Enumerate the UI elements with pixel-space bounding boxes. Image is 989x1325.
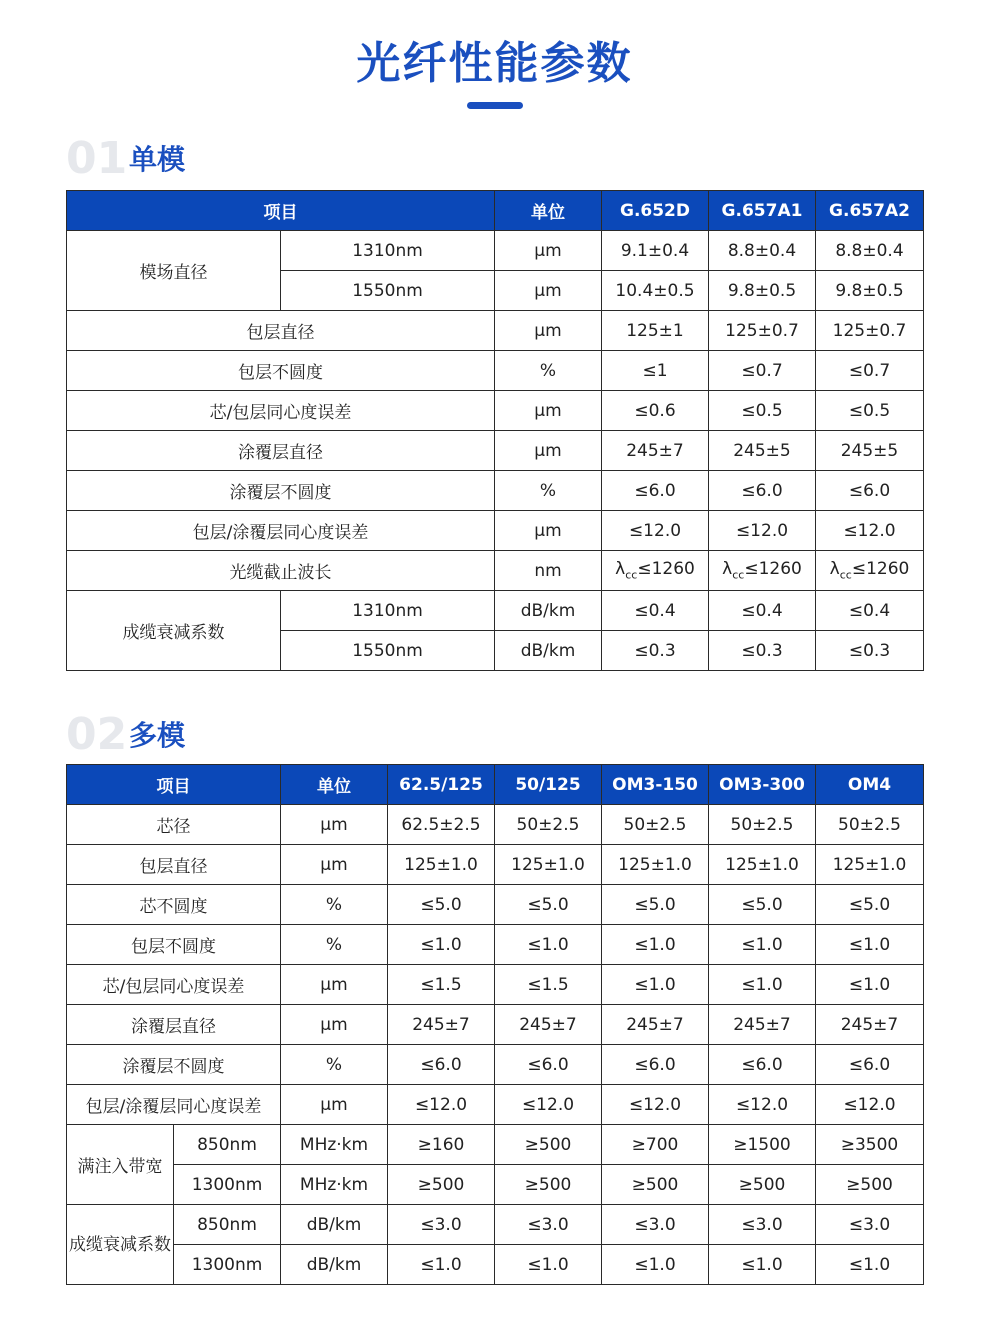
value-cell: 245±7	[709, 1005, 816, 1045]
value-cell: ≤0.6	[602, 391, 709, 431]
table-header-row	[67, 191, 924, 231]
value-cell: ≤0.4	[709, 591, 816, 631]
unit-cell: μm	[495, 431, 602, 471]
table-row	[67, 391, 924, 431]
table-row	[67, 1205, 924, 1245]
value-cell: ≤0.7	[816, 351, 924, 391]
value-cell: 9.8±0.5	[709, 271, 816, 311]
unit-cell: MHz·km	[281, 1125, 388, 1165]
value-cell: ≤3.0	[388, 1205, 495, 1245]
header-g657a2: G.657A2	[816, 191, 924, 231]
value-cell: ≥500	[602, 1165, 709, 1205]
table-row	[67, 925, 924, 965]
row-label: 芯/包层同心度误差	[67, 391, 495, 431]
value-cell: ≤6.0	[709, 1045, 816, 1085]
header-item: 项目	[67, 191, 495, 231]
row-label: 芯/包层同心度误差	[67, 965, 281, 1005]
value-cell: 50±2.5	[495, 805, 602, 845]
value-cell: 8.8±0.4	[816, 231, 924, 271]
value-cell: ≤5.0	[388, 885, 495, 925]
single-mode-table	[66, 190, 924, 671]
unit-cell: μm	[281, 965, 388, 1005]
row-label: 涂覆层不圆度	[67, 1045, 281, 1085]
value-cell: ≤3.0	[495, 1205, 602, 1245]
sub-label: 850nm	[174, 1205, 281, 1245]
value-cell: ≤3.0	[602, 1205, 709, 1245]
table-row	[67, 511, 924, 551]
value-cell: 245±7	[602, 1005, 709, 1045]
value-cell: $\lambda_{cc}\le 1260$	[709, 551, 816, 591]
value-cell: ≥160	[388, 1125, 495, 1165]
unit-cell: %	[281, 885, 388, 925]
unit-cell: %	[495, 351, 602, 391]
unit-cell: nm	[495, 551, 602, 591]
value-cell: ≤1.0	[495, 1245, 602, 1285]
value-cell: ≤0.4	[816, 591, 924, 631]
value-cell: ≥500	[709, 1165, 816, 1205]
value-cell: 125±1.0	[602, 845, 709, 885]
value-cell: 50±2.5	[602, 805, 709, 845]
header-g652d: G.652D	[602, 191, 709, 231]
value-cell: ≤0.3	[602, 631, 709, 671]
value-cell: 245±7	[495, 1005, 602, 1045]
value-cell: ≤12.0	[602, 511, 709, 551]
table-row	[67, 1245, 924, 1285]
value-cell: ≤12.0	[816, 511, 924, 551]
table-row	[67, 351, 924, 391]
value-cell: 62.5±2.5	[388, 805, 495, 845]
unit-cell: dB/km	[281, 1245, 388, 1285]
unit-cell: dB/km	[281, 1205, 388, 1245]
table-row	[67, 885, 924, 925]
table-row	[67, 431, 924, 471]
unit-cell: μm	[281, 1085, 388, 1125]
table-row	[67, 805, 924, 845]
value-cell: 245±5	[709, 431, 816, 471]
sub-label: 1310nm	[281, 231, 495, 271]
value-cell: ≤0.3	[709, 631, 816, 671]
value-cell: ≤6.0	[602, 1045, 709, 1085]
sub-label: 1550nm	[281, 631, 495, 671]
value-cell: ≤1.0	[709, 925, 816, 965]
header-om3-150: OM3-150	[602, 765, 709, 805]
value-cell: 245±7	[602, 431, 709, 471]
value-cell: ≥500	[816, 1165, 924, 1205]
value-cell: 245±7	[816, 1005, 924, 1045]
table-row	[67, 1125, 924, 1165]
row-label: 涂覆层直径	[67, 431, 495, 471]
table-header-row	[67, 765, 924, 805]
sub-label: 1300nm	[174, 1165, 281, 1205]
row-label: 包层/涂覆层同心度误差	[67, 511, 495, 551]
value-cell: ≤0.5	[709, 391, 816, 431]
value-cell: ≤0.3	[816, 631, 924, 671]
section-title-single: 单模	[129, 143, 186, 176]
value-cell: ≤1.0	[709, 1245, 816, 1285]
value-cell: ≤6.0	[709, 471, 816, 511]
sub-label: 1300nm	[174, 1245, 281, 1285]
value-cell: ≤6.0	[816, 471, 924, 511]
value-cell: ≤1	[602, 351, 709, 391]
value-cell: ≥3500	[816, 1125, 924, 1165]
unit-cell: dB/km	[495, 631, 602, 671]
unit-cell: %	[281, 1045, 388, 1085]
value-cell: ≤1.0	[495, 925, 602, 965]
row-label: 满注入带宽	[67, 1125, 174, 1205]
row-label: 芯不圆度	[67, 885, 281, 925]
unit-cell: %	[495, 471, 602, 511]
value-cell: ≤5.0	[602, 885, 709, 925]
multi-mode-table	[66, 764, 924, 1285]
unit-cell: μm	[495, 311, 602, 351]
value-cell: ≤12.0	[602, 1085, 709, 1125]
section-title-multi: 多模	[129, 719, 186, 752]
table-row	[67, 1005, 924, 1045]
value-cell: 9.1±0.4	[602, 231, 709, 271]
value-cell: 50±2.5	[816, 805, 924, 845]
table-row	[67, 1165, 924, 1205]
unit-cell: μm	[281, 1005, 388, 1045]
value-cell: ≤6.0	[388, 1045, 495, 1085]
value-cell: ≤1.0	[709, 965, 816, 1005]
header-om3-300: OM3-300	[709, 765, 816, 805]
value-cell: ≤12.0	[816, 1085, 924, 1125]
row-label: 包层不圆度	[67, 925, 281, 965]
unit-cell: MHz·km	[281, 1165, 388, 1205]
unit-cell: μm	[495, 231, 602, 271]
sub-label: 850nm	[174, 1125, 281, 1165]
value-cell: ≤12.0	[495, 1085, 602, 1125]
value-cell: 245±7	[388, 1005, 495, 1045]
unit-cell: μm	[495, 271, 602, 311]
unit-cell: dB/km	[495, 591, 602, 631]
table-row	[67, 965, 924, 1005]
value-cell: ≥500	[495, 1125, 602, 1165]
row-label: 模场直径	[67, 231, 281, 311]
header-unit: 单位	[281, 765, 388, 805]
value-cell: ≤6.0	[816, 1045, 924, 1085]
row-label: 涂覆层不圆度	[67, 471, 495, 511]
value-cell: $\lambda_{cc}\le 1260$	[816, 551, 924, 591]
value-cell: 125±1.0	[388, 845, 495, 885]
value-cell: ≥500	[388, 1165, 495, 1205]
unit-cell: μm	[281, 845, 388, 885]
value-cell: 125±0.7	[709, 311, 816, 351]
header-unit: 单位	[495, 191, 602, 231]
value-cell: 8.8±0.4	[709, 231, 816, 271]
value-cell: ≤0.5	[816, 391, 924, 431]
value-cell: ≤1.0	[388, 925, 495, 965]
header-62-5-125: 62.5/125	[388, 765, 495, 805]
value-cell: ≤1.0	[602, 965, 709, 1005]
unit-cell: μm	[495, 511, 602, 551]
value-cell: 125±1.0	[816, 845, 924, 885]
value-cell: ≤12.0	[709, 511, 816, 551]
row-label: 包层/涂覆层同心度误差	[67, 1085, 281, 1125]
value-cell: ≤6.0	[602, 471, 709, 511]
value-cell: ≥1500	[709, 1125, 816, 1165]
value-cell: ≤3.0	[816, 1205, 924, 1245]
table-row	[67, 845, 924, 885]
value-cell: 245±5	[816, 431, 924, 471]
value-cell: ≤6.0	[495, 1045, 602, 1085]
value-cell: ≤1.0	[816, 1245, 924, 1285]
title-underline	[467, 102, 523, 109]
section-number-multi: 02	[66, 709, 128, 760]
row-label: 芯径	[67, 805, 281, 845]
table-row	[67, 311, 924, 351]
value-cell: 50±2.5	[709, 805, 816, 845]
value-cell: ≤1.5	[388, 965, 495, 1005]
value-cell: $\lambda_{cc}\le 1260$	[602, 551, 709, 591]
row-label: 成缆衰减系数	[67, 1205, 174, 1285]
value-cell: ≤12.0	[388, 1085, 495, 1125]
value-cell: ≤12.0	[709, 1085, 816, 1125]
value-cell: ≤1.5	[495, 965, 602, 1005]
value-cell: ≥700	[602, 1125, 709, 1165]
value-cell: ≤1.0	[388, 1245, 495, 1285]
value-cell: ≤1.0	[816, 965, 924, 1005]
table-row	[67, 1085, 924, 1125]
value-cell: 9.8±0.5	[816, 271, 924, 311]
table-row	[67, 1045, 924, 1085]
table-row	[67, 551, 924, 591]
section-number-single: 01	[66, 133, 128, 184]
value-cell: ≤1.0	[602, 925, 709, 965]
header-g657a1: G.657A1	[709, 191, 816, 231]
table-row	[67, 591, 924, 631]
value-cell: ≤1.0	[602, 1245, 709, 1285]
table-row	[67, 231, 924, 271]
value-cell: ≤5.0	[816, 885, 924, 925]
row-label: 包层直径	[67, 311, 495, 351]
page-title: 光纤性能参数	[356, 38, 633, 89]
value-cell: ≥500	[495, 1165, 602, 1205]
value-cell: 125±1.0	[495, 845, 602, 885]
row-label: 包层不圆度	[67, 351, 495, 391]
value-cell: ≤1.0	[816, 925, 924, 965]
row-label: 成缆衰减系数	[67, 591, 281, 671]
unit-cell: %	[281, 925, 388, 965]
header-om4: OM4	[816, 765, 924, 805]
value-cell: ≤0.7	[709, 351, 816, 391]
header-50-125: 50/125	[495, 765, 602, 805]
header-item: 项目	[67, 765, 281, 805]
row-label: 涂覆层直径	[67, 1005, 281, 1045]
table-row	[67, 471, 924, 511]
value-cell: 125±0.7	[816, 311, 924, 351]
value-cell: 10.4±0.5	[602, 271, 709, 311]
value-cell: ≤3.0	[709, 1205, 816, 1245]
value-cell: ≤0.4	[602, 591, 709, 631]
value-cell: 125±1.0	[709, 845, 816, 885]
sub-label: 1310nm	[281, 591, 495, 631]
value-cell: ≤5.0	[495, 885, 602, 925]
row-label: 包层直径	[67, 845, 281, 885]
sub-label: 1550nm	[281, 271, 495, 311]
row-label: 光缆截止波长	[67, 551, 495, 591]
value-cell: 125±1	[602, 311, 709, 351]
value-cell: ≤5.0	[709, 885, 816, 925]
unit-cell: μm	[281, 805, 388, 845]
unit-cell: μm	[495, 391, 602, 431]
